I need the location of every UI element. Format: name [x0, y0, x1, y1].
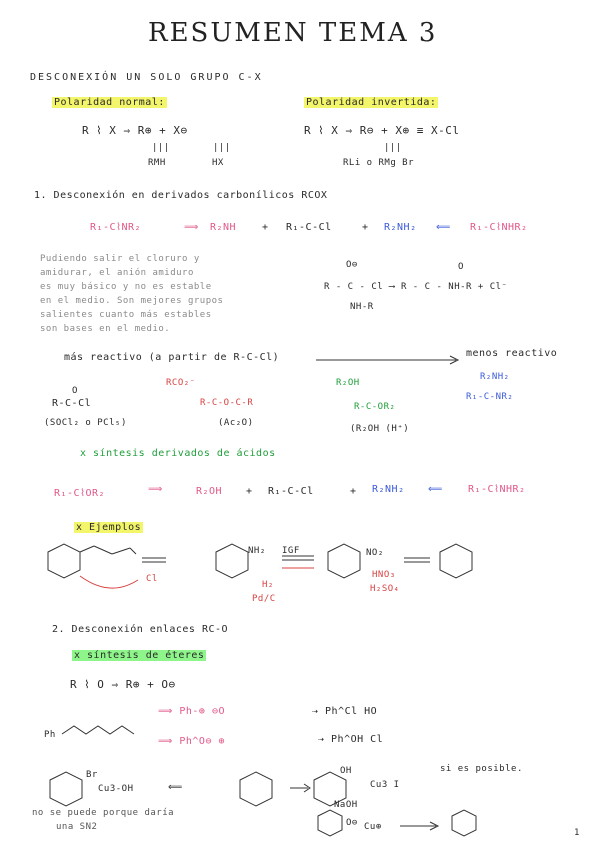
scheme2-ester: R₁-C⌇OR₂: [54, 488, 106, 499]
reagent-anhydride-top: RCO₂⁻: [166, 378, 196, 388]
example-benzene-scheme: [20, 540, 600, 610]
normal-r-reagent: RMH: [148, 158, 166, 168]
example-amine: NH₂: [248, 546, 266, 556]
normal-r-equiv: |||: [152, 143, 170, 153]
bottom-arrow: ⟸: [168, 782, 183, 793]
reagent-ester: R-C-OR₂: [354, 402, 396, 412]
example-nitration-acid: H₂SO₄: [370, 584, 400, 594]
scheme2-arrow2: ⟸: [428, 484, 443, 495]
scheme1-plus: +: [262, 222, 269, 233]
scheme1-r2nh2: R₂NH₂: [384, 222, 417, 233]
scheme1-plus2: +: [362, 222, 369, 233]
note-line: son bases en el medio.: [40, 324, 171, 334]
mech-equation: R - C - Cl ⟶ R - C - NH-R + Cl⁻: [324, 282, 508, 292]
bottom-cu-oh: Cu3-OH: [98, 784, 134, 794]
mech-nhr: NH-R: [350, 302, 374, 312]
note-line: amidurar, el anión amiduro: [40, 268, 194, 278]
note-line: salientes cuanto más estables: [40, 310, 212, 320]
scheme1-arrow: ⟹: [184, 222, 199, 233]
reagent-amide: R₁-C-NR₂: [466, 392, 514, 402]
section2-heading: 2. Desconexión enlaces RC-O: [52, 624, 229, 635]
example-nitration: HNO₃: [372, 570, 396, 580]
reagent-anhydride: R-C-O-C-R: [200, 398, 254, 408]
example-fgi-label: IGF: [282, 546, 300, 556]
bottom-cui: Cu3 I: [370, 780, 400, 790]
reagent-acid-chloride: R-C-Cl: [52, 398, 92, 409]
reagent-amide-top: R₂NH₂: [480, 372, 510, 382]
scheme2-arrow: ⟹: [148, 484, 163, 495]
section-acid-derivatives: x síntesis derivados de ácidos: [80, 448, 276, 459]
normal-polarity-equation: R ⌇ X ⇒ R⊕ + X⊖: [82, 124, 188, 137]
bottom-note-line2: una SN2: [56, 822, 98, 832]
mech-oxyanion: O⊖: [346, 260, 358, 270]
inverse-polarity-equation: R ⌇ X ⇒ R⊖ + X⊕ ≡ X-Cl: [304, 124, 460, 137]
reagent-anhydride-cond: (Ac₂O): [218, 418, 254, 428]
reagent-acid-chloride-cond: (SOCl₂ o PCl₅): [44, 418, 127, 428]
reactivity-arrow: [316, 356, 466, 364]
ether-path2a: ⟹ Ph^O⊖ ⊕: [158, 736, 225, 747]
reagent-ester-cond: (R₂OH (H⁺): [350, 424, 410, 434]
normal-polarity-label: Polaridad normal:: [54, 97, 165, 108]
page-title: RESUMEN TEMA 3: [148, 18, 438, 48]
inverse-polarity-label: Polaridad invertida:: [306, 97, 437, 108]
ether-path1b: ⇢ Ph^Cl HO: [312, 706, 378, 717]
note-line: en el medio. Son mejores grupos: [40, 296, 224, 306]
scheme1-acyl-chloride: R₁-C-Cl: [286, 222, 332, 233]
scheme2-plus: +: [246, 486, 253, 497]
ether-ph-label: Ph: [44, 730, 56, 740]
bottom-br: Br: [86, 770, 98, 780]
bottom-oh: OH: [340, 766, 352, 776]
inverse-r-reagent: RLi o RMg Br: [343, 158, 415, 168]
scheme2-amine: R₂NH₂: [372, 484, 405, 495]
mech-carbonyl-o: O: [458, 262, 464, 272]
scheme2-plus2: +: [350, 486, 357, 497]
scheme2-acyl: R₁-C-Cl: [268, 486, 314, 497]
note-line: es muy básico y no es estable: [40, 282, 212, 292]
reactivity-less: menos reactivo: [466, 348, 558, 359]
page-number: 1: [574, 828, 580, 838]
ether-path2b: ⇢ Ph^OH Cl: [318, 734, 384, 745]
example-acyl-reagent: Cl: [146, 574, 158, 584]
inverse-r-equiv: |||: [384, 143, 402, 153]
scheme1-product: R₁-C⌇NHR₂: [470, 222, 528, 233]
bottom-o-minus: O⊖: [346, 818, 358, 828]
ether-structure: [62, 720, 142, 750]
scheme1-amine: R₂NH: [210, 222, 237, 233]
example-reduce: H₂: [262, 580, 274, 590]
scheme1-amide: R₁-C⌇NR₂: [90, 222, 142, 233]
bottom-naoh: NaOH: [334, 800, 358, 810]
ether-synthesis-heading: x síntesis de éteres: [74, 650, 205, 661]
reagent-acid-chloride-o: O: [72, 386, 78, 396]
normal-x-equiv: |||: [213, 143, 231, 153]
bottom-possible: si es posible.: [440, 764, 523, 774]
scheme2-alcohol: R₂OH: [196, 486, 223, 497]
scheme1-arrow2: ⟸: [436, 222, 451, 233]
bottom-cu-plus: Cu⊕: [364, 822, 382, 832]
section1-heading: 1. Desconexión en derivados carbonílicos RCOX: [34, 190, 328, 201]
normal-x-reagent: HX: [212, 158, 224, 168]
example-nitro: NO₂: [366, 548, 384, 558]
ether-bottom-scheme: [40, 768, 560, 842]
example-reduce-cat: Pd/C: [252, 594, 276, 604]
section-heading-single-group: DESCONEXIÓN UN SOLO GRUPO C-X: [30, 72, 263, 83]
bottom-note-line1: no se puede porque daría: [32, 808, 175, 818]
reagent-ester-top: R₂OH: [336, 378, 360, 388]
ether-path1a: ⟹ Ph-⊕ ⊖O: [158, 706, 225, 717]
ether-disconnection: R ⌇ O ⇒ R⊕ + O⊖: [70, 678, 176, 691]
reactivity-more: más reactivo (a partir de R-C-Cl): [64, 352, 280, 363]
examples-heading: x Ejemplos: [76, 522, 142, 533]
note-line: Pudiendo salir el cloruro y: [40, 254, 200, 264]
scheme2-amide: R₁-C⌇NHR₂: [468, 484, 526, 495]
